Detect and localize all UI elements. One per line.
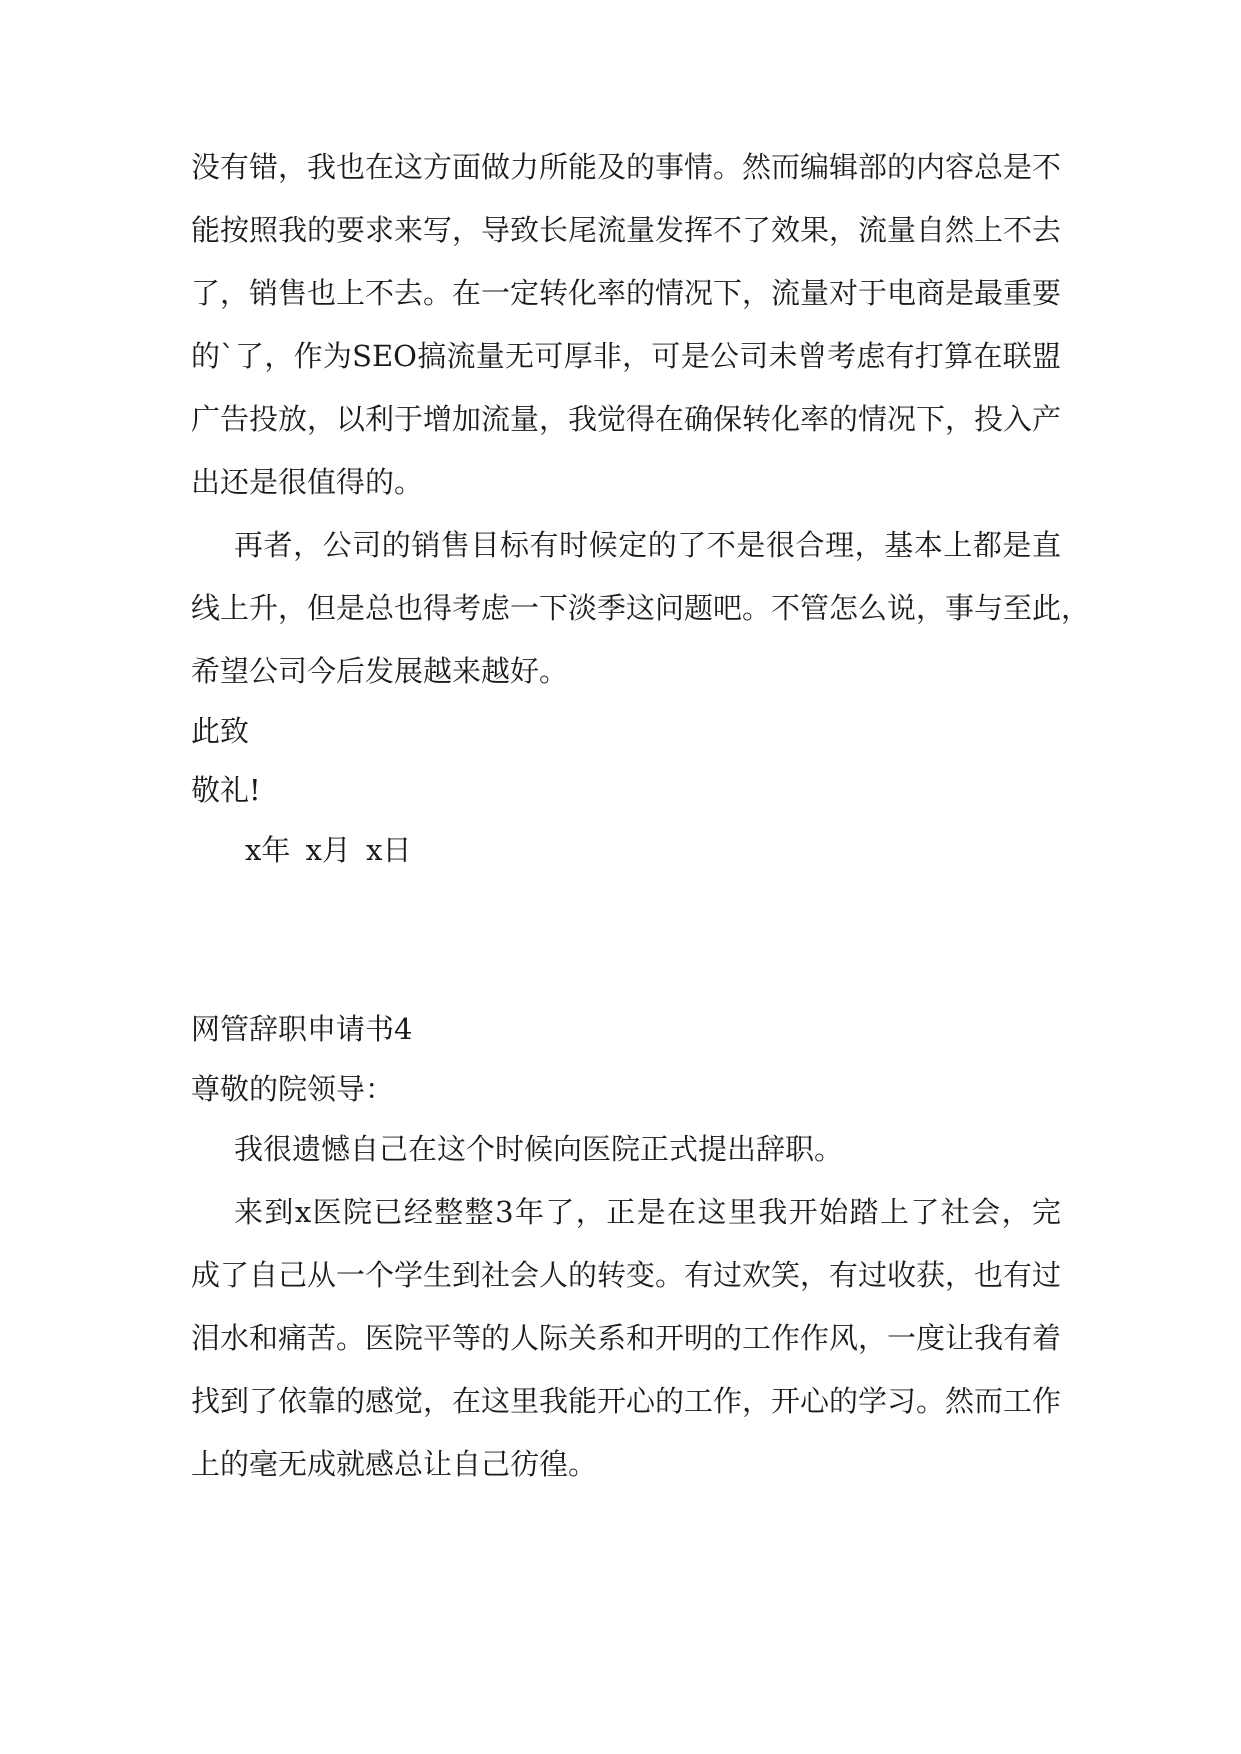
closing-line: 此致 bbox=[191, 714, 250, 748]
body-text-line: 找到了依靠的感觉，在这里我能开心的工作，开心的学习。然而工作 bbox=[191, 1384, 1062, 1418]
body-text-line: 我很遗憾自己在这个时候向医院正式提出辞职。 bbox=[234, 1132, 844, 1166]
body-text-line: 了，销售也上不去。在一定转化率的情况下，流量对于电商是最重要 bbox=[191, 276, 1062, 310]
body-text-line: 成了自己从一个学生到社会人的转变。有过欢笑，有过收获，也有过 bbox=[191, 1258, 1062, 1292]
body-text-line: 能按照我的要求来写，导致长尾流量发挥不了效果，流量自然上不去 bbox=[191, 213, 1062, 247]
salutation: 尊敬的院领导： bbox=[191, 1072, 395, 1106]
section-title: 网管辞职申请书4 bbox=[191, 1012, 413, 1046]
body-text-line: 广告投放，以利于增加流量，我觉得在确保转化率的情况下，投入产 bbox=[191, 402, 1062, 436]
body-text-line: 泪水和痛苦。医院平等的人际关系和开明的工作作风，一度让我有着 bbox=[191, 1321, 1062, 1355]
body-text-line: 再者，公司的销售目标有时候定的了不是很合理，基本上都是直 bbox=[234, 528, 1061, 562]
body-text-line: 上的毫无成就感总让自己彷徨。 bbox=[191, 1447, 598, 1481]
closing-salute: 敬礼! bbox=[191, 773, 261, 807]
body-text-line: 出还是很值得的。 bbox=[191, 465, 424, 499]
body-text-line: 来到x医院已经整整3年了，正是在这里我开始踏上了社会，完 bbox=[234, 1195, 1061, 1229]
body-text-line: 线上升，但是总也得考虑一下淡季这问题吧。不管怎么说，事与至此， bbox=[191, 591, 1091, 625]
body-text-line: 的`了，作为SEO搞流量无可厚非，可是公司未曾考虑有打算在联盟 bbox=[191, 339, 1061, 373]
body-text-line: 希望公司今后发展越来越好。 bbox=[191, 654, 569, 688]
body-text-line: 没有错，我也在这方面做力所能及的事情。然而编辑部的内容总是不 bbox=[191, 150, 1062, 184]
closing-date: x年 x月 x日 bbox=[245, 833, 412, 867]
